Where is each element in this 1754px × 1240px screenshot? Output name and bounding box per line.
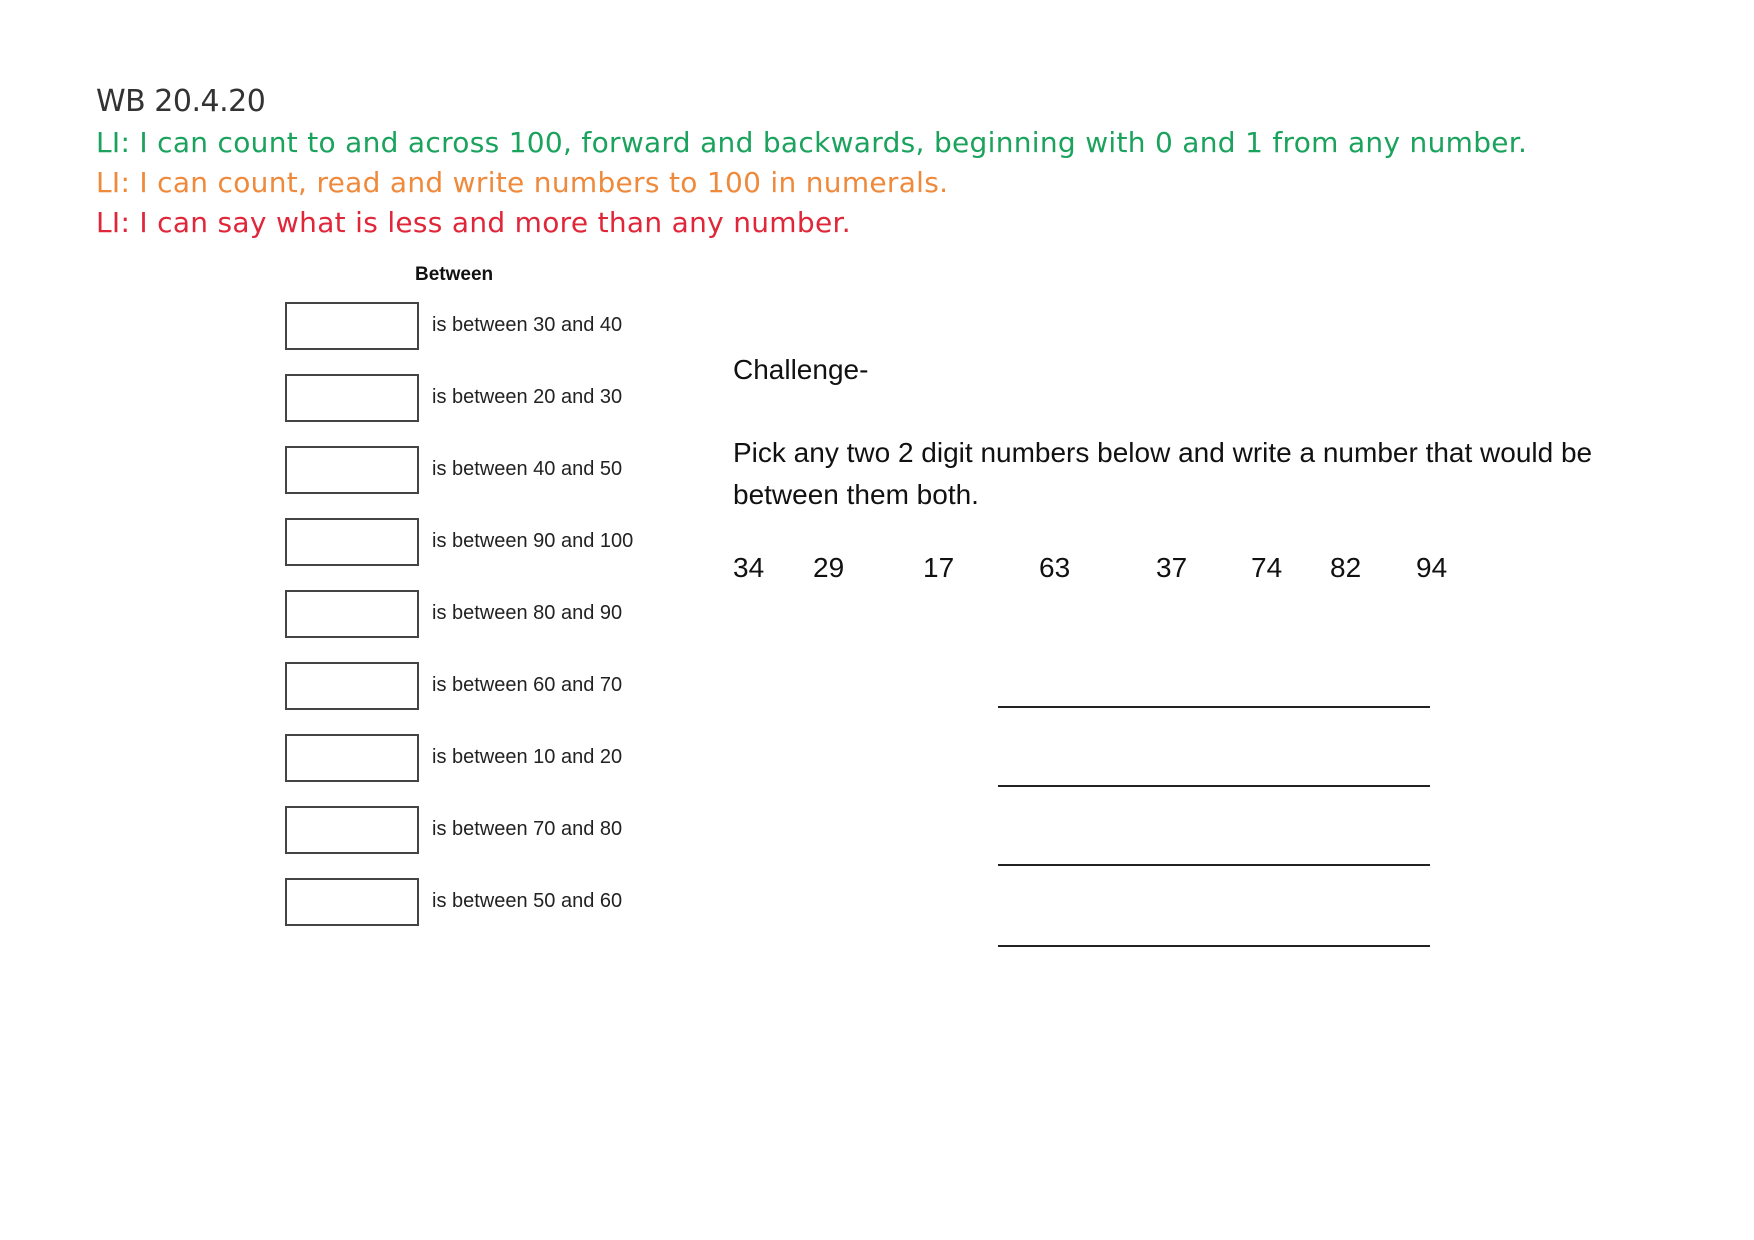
learning-objective-1: LI: I can count to and across 100, forward and backwards, beginning with 0 and 1 from any number.	[96, 126, 1528, 159]
challenge-number: 63	[1039, 552, 1071, 583]
between-row	[285, 878, 705, 930]
challenge-number: 37	[1156, 552, 1188, 583]
answer-line[interactable]	[998, 706, 1430, 708]
answer-box[interactable]	[285, 806, 419, 854]
answer-box[interactable]	[285, 446, 419, 494]
between-row	[285, 518, 705, 570]
learning-objective-2: LI: I can count, read and write numbers to 100 in numerals.	[96, 166, 949, 199]
answer-line[interactable]	[998, 945, 1430, 947]
answer-box[interactable]	[285, 734, 419, 782]
between-row-label: is between 70 and 80	[432, 818, 623, 840]
between-row	[285, 374, 705, 426]
challenge-number: 94	[1416, 552, 1448, 583]
challenge-title: Challenge-	[733, 354, 869, 385]
challenge-number: 17	[923, 552, 955, 583]
between-row-label: is between 50 and 60	[432, 890, 623, 912]
between-row	[285, 734, 705, 786]
between-row-label: is between 60 and 70	[432, 674, 623, 696]
between-row	[285, 806, 705, 858]
between-section-title: Between	[415, 264, 494, 285]
between-row-label: is between 90 and 100	[432, 530, 634, 552]
between-row-label: is between 10 and 20	[432, 746, 623, 768]
between-row-label: is between 80 and 90	[432, 602, 623, 624]
worksheet-date: WB 20.4.20	[96, 84, 266, 119]
answer-box[interactable]	[285, 878, 419, 926]
answer-line[interactable]	[998, 785, 1430, 787]
answer-box[interactable]	[285, 374, 419, 422]
answer-box[interactable]	[285, 662, 419, 710]
learning-objective-3: LI: I can say what is less and more than any number.	[96, 206, 851, 239]
answer-box[interactable]	[285, 590, 419, 638]
between-row-label: is between 30 and 40	[432, 314, 623, 336]
between-row	[285, 662, 705, 714]
challenge-number: 29	[813, 552, 845, 583]
challenge-number: 82	[1330, 552, 1362, 583]
answer-box[interactable]	[285, 302, 419, 350]
challenge-number: 74	[1251, 552, 1283, 583]
answer-box[interactable]	[285, 518, 419, 566]
between-row-label: is between 20 and 30	[432, 386, 623, 408]
between-row	[285, 590, 705, 642]
challenge-instructions: Pick any two 2 digit numbers below and write a number that would be between them both.	[733, 437, 1593, 510]
between-row-label: is between 40 and 50	[432, 458, 623, 480]
answer-line[interactable]	[998, 864, 1430, 866]
between-row	[285, 446, 705, 498]
between-row	[285, 302, 705, 354]
challenge-number: 34	[733, 552, 765, 583]
